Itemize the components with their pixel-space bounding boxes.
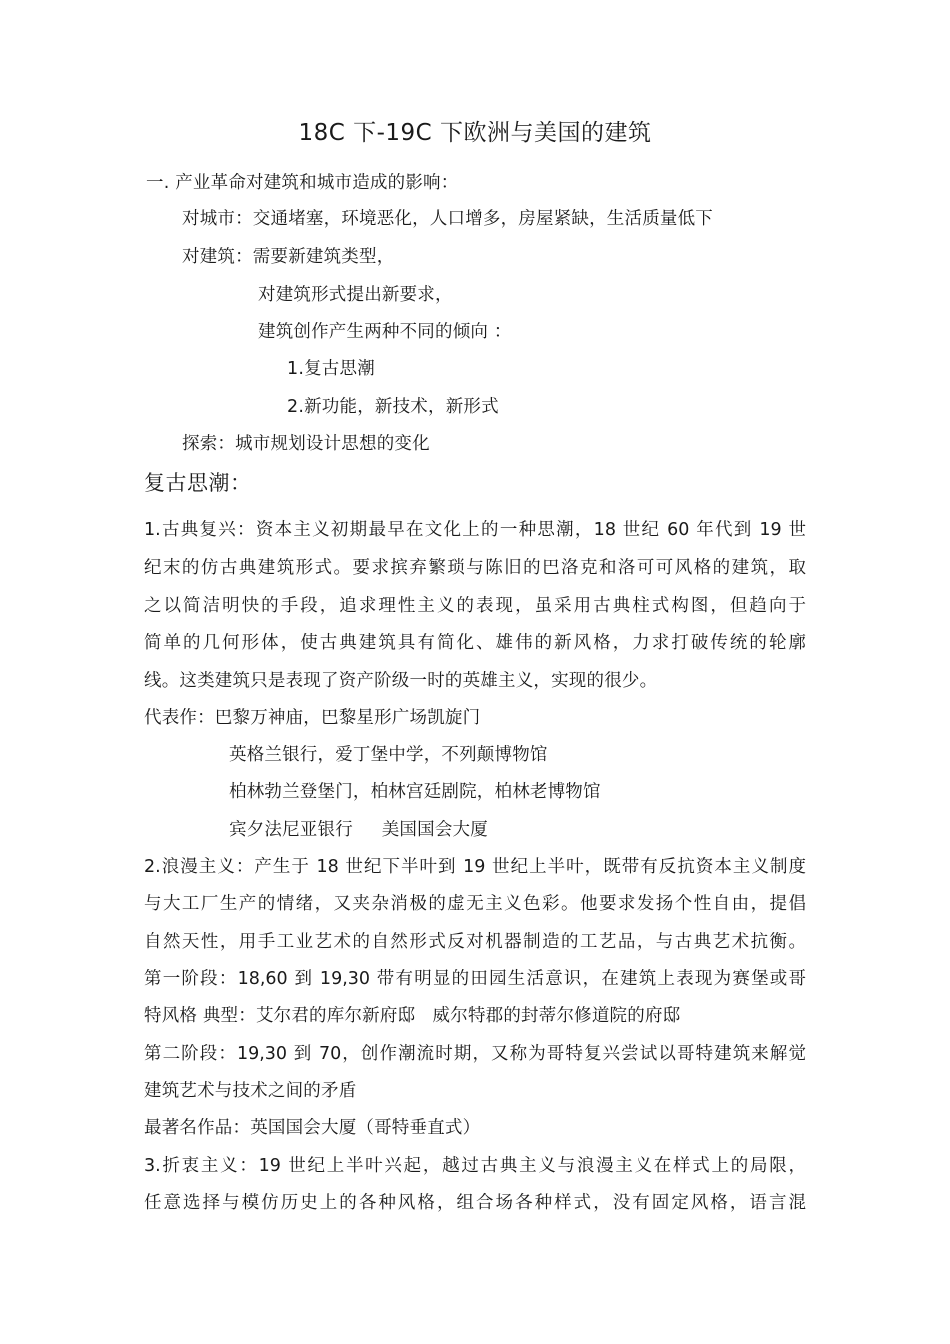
paragraph-line: 第一阶段：18,60 到 19,30 带有明显的田园生活意识，在建筑上表现为赛堡或哥 — [144, 969, 806, 989]
paragraph-line: 1.古典复兴：资本主义初期最早在文化上的一种思潮，18 世纪 60 年代到 19 世 — [144, 520, 806, 540]
building-impact-line-3: 建筑创作产生两种不同的倾向 ： — [258, 322, 512, 342]
representative-works-line-4: 宾夕法尼亚银行 美国国会大厦 — [229, 820, 488, 840]
paragraph-line: 纪末的仿古典建筑形式。要求摈弃繁琐与陈旧的巴洛克和洛可可风格的建筑，取 — [144, 558, 806, 578]
paragraph-line: 简单的几何形体，使古典建筑具有简化、雄伟的新风格，力求打破传统的轮廓 — [144, 633, 806, 653]
representative-works-line: 代表作：巴黎万神庙，巴黎星形广场凯旋门 — [144, 708, 481, 728]
paragraph-line: 与大工厂生产的情绪，又夹杂消极的虚无主义色彩。他要求发扬个性自由，提倡 — [144, 894, 806, 914]
paragraph-line: 线。这类建筑只是表现了资产阶级一时的英雄主义，实现的很少。 — [144, 671, 658, 691]
paragraph-line: 任意选择与模仿历史上的各种风格，组合场各种样式，没有固定风格，语言混 — [144, 1193, 806, 1213]
representative-works-line-2: 英格兰银行，爱丁堡中学，不列颠博物馆 — [229, 745, 548, 765]
paragraph-line: 2.浪漫主义：产生于 18 世纪下半叶到 19 世纪上半叶，既带有反抗资本主义制度 — [144, 857, 806, 877]
paragraph-line: 自然天性，用手工业艺术的自然形式反对机器制造的工艺品，与古典艺术抗衡。 — [144, 932, 806, 952]
representative-works-line-3: 柏林勃兰登堡门，柏林宫廷剧院，柏林老博物馆 — [229, 782, 601, 802]
section-heading-revivalism: 复古思潮： — [144, 471, 252, 495]
paragraph-line: 特风格 典型：艾尔君的库尔新府邸 威尔特郡的封蒂尔修道院的府邸 — [144, 1006, 681, 1026]
document-title: 18C 下-19C 下欧洲与美国的建筑 — [298, 120, 652, 146]
building-impact-line-2: 对建筑形式提出新要求， — [258, 285, 453, 305]
exploration-line: 探索：城市规划设计思想的变化 — [182, 434, 430, 454]
paragraph-line: 第二阶段：19,30 到 70，创作潮流时期，又称为哥特复兴尝试以哥特建筑来解觉 — [144, 1044, 806, 1064]
paragraph-line: 之以简洁明快的手段，追求理性主义的表现，虽采用古典柱式构图，但趋向于 — [144, 596, 806, 616]
famous-work-line: 最著名作品：英国国会大厦（哥特垂直式） — [144, 1118, 481, 1138]
paragraph-line: 建筑艺术与技术之间的矛盾 — [144, 1081, 357, 1101]
tendency-item-1: 1.复古思潮 — [287, 359, 375, 379]
city-impact-line: 对城市：交通堵塞，环境恶化，人口增多，房屋紧缺，生活质量低下 — [182, 209, 713, 229]
section-heading-industrial-revolution: 一. 产业革命对建筑和城市造成的影响： — [146, 173, 459, 193]
building-impact-line: 对建筑：需要新建筑类型， — [182, 247, 395, 267]
paragraph-line: 3.折衷主义：19 世纪上半叶兴起，越过古典主义与浪漫主义在样式上的局限， — [144, 1156, 806, 1176]
tendency-item-2: 2.新功能，新技术，新形式 — [287, 397, 499, 417]
